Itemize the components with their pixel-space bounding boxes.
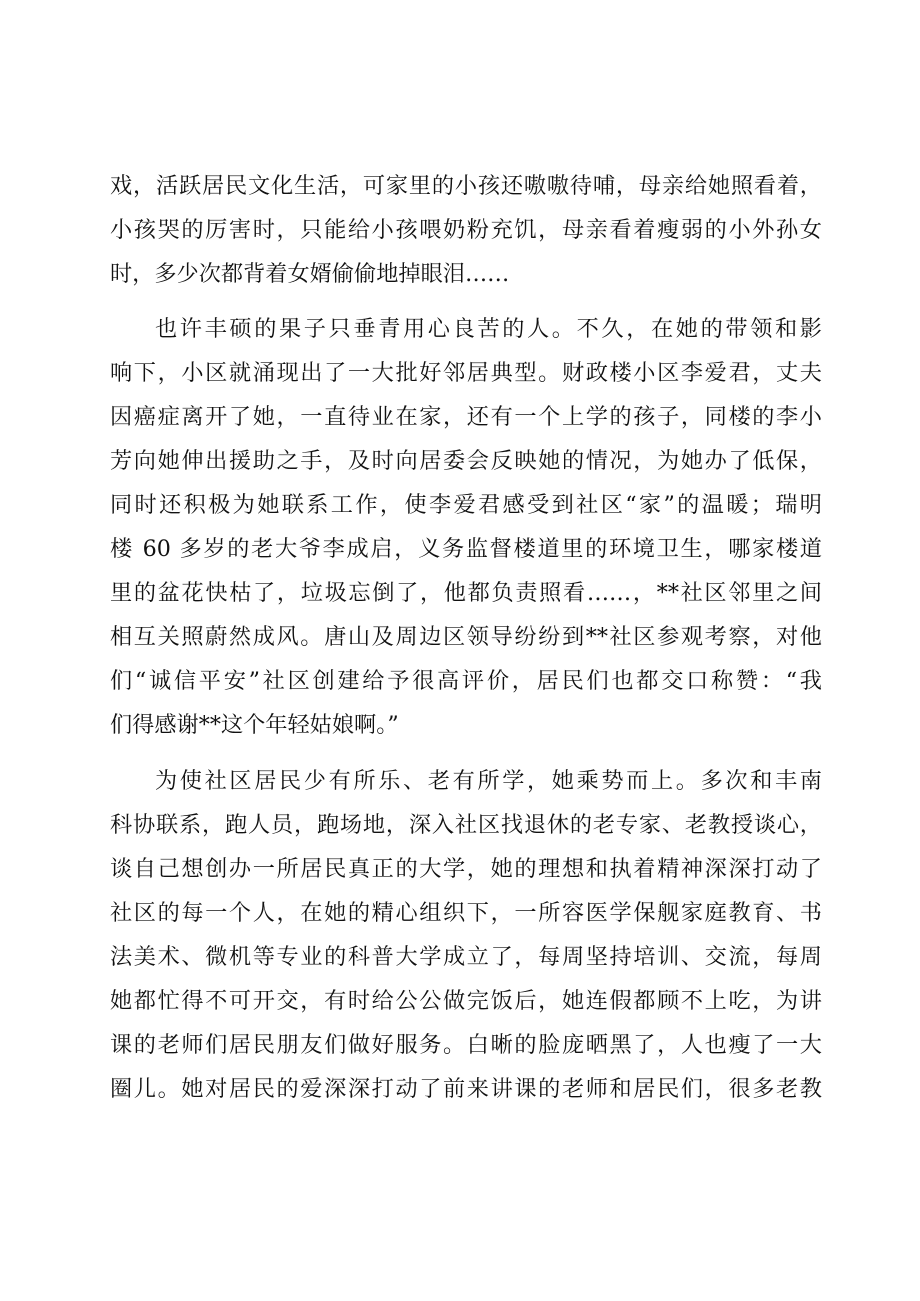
paragraph-2-line-10: 们得感谢**这个年轻姑娘啊。”: [110, 712, 399, 738]
paragraph-1-line-2: 小孩哭的厉害时，只能给小孩喂奶粉充饥，母亲看着瘦弱的小外孙女: [110, 217, 822, 243]
paragraph-3-line-3: 谈自己想创办一所居民真正的大学，她的理想和执着精神深深打动了: [110, 856, 822, 882]
paragraph-2-line-6: 楼 60 多岁的老大爷李成启，义务监督楼道里的环境卫生，哪家楼道: [110, 536, 822, 562]
paragraph-2-line-9: 们“诚信平安”社区创建给予很高评价，居民们也都交口称赞：“我: [110, 668, 822, 694]
paragraph-2-line-8: 相互关照蔚然成风。唐山及周边区领导纷纷到**社区参观考察，对他: [110, 624, 822, 650]
paragraph-3-line-7: 课的老师们居民朋友们做好服务。白晰的脸庞晒黑了，人也瘦了一大: [110, 1032, 822, 1058]
paragraph-3-line-8: 圈儿。她对居民的爱深深打动了前来讲课的老师和居民们，很多老教: [110, 1076, 822, 1102]
paragraph-2-line-2: 响下，小区就涌现出了一大批好邻居典型。财政楼小区李爱君，丈夫: [110, 360, 822, 386]
paragraph-2-line-3: 因癌症离开了她，一直待业在家，还有一个上学的孩子，同楼的李小: [110, 404, 822, 430]
paragraph-3-line-4: 社区的每一个人，在她的精心组织下，一所容医学保舰家庭教育、书: [110, 900, 822, 926]
paragraph-1-line-1: 戏，活跃居民文化生活，可家里的小孩还嗷嗷待哺，母亲给她照看着，: [110, 173, 822, 199]
paragraph-3-line-1: 为使社区居民少有所乐、老有所学，她乘势而上。多次和丰南: [155, 768, 822, 794]
paragraph-3-line-6: 她都忙得不可开交，有时给公公做完饭后，她连假都顾不上吃，为讲: [110, 988, 822, 1014]
paragraph-2-line-4: 芳向她伸出援助之手，及时向居委会反映她的情况，为她办了低保，: [110, 448, 822, 474]
paragraph-1-line-3: 时，多少次都背着女婿偷偷地掉眼泪……: [110, 261, 510, 287]
paragraph-3-line-5: 法美术、微机等专业的科普大学成立了，每周坚持培训、交流，每周: [110, 944, 822, 970]
paragraph-2-line-1: 也许丰硕的果子只垂青用心良苦的人。不久，在她的带领和影: [155, 316, 822, 342]
paragraph-3-line-2: 科协联系，跑人员，跑场地，深入社区找退休的老专家、老教授谈心，: [110, 812, 822, 838]
paragraph-2-line-5: 同时还积极为她联系工作，使李爱君感受到社区“家”的温暖；瑞明: [110, 492, 822, 518]
paragraph-2-line-7: 里的盆花快枯了，垃圾忘倒了，他都负责照看……，**社区邻里之间: [110, 580, 822, 606]
